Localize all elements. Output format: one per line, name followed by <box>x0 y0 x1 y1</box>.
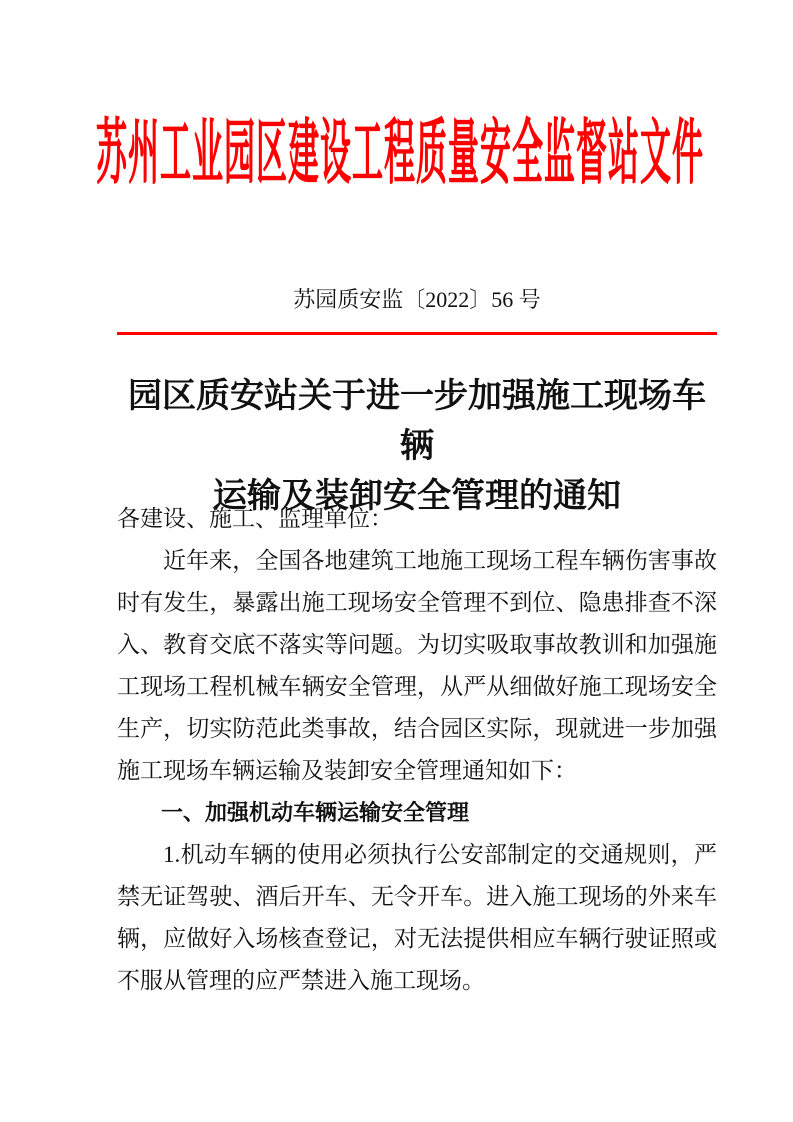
title-line-1: 园区质安站关于进一步加强施工现场车辆 <box>128 378 706 465</box>
letterhead <box>96 112 704 193</box>
body-paragraph: 各建设、施工、监理单位： <box>117 506 393 531</box>
letterhead-title: 苏州工业园区建设工程质量安全监督站文件 <box>96 112 704 193</box>
body-paragraph: 近年来，全国各地建筑工地施工现场工程车辆伤害事故时有发生，暴露出施工现场安全管理不到位、隐患排查不深入、教育交底不落实等问题。为切实吸取事故教训和加强施工现场工程机械车辆安全管理，从严从细做好施工现场安全生产，切实防范此类事故，结合园区实际，现就进一步加强施工现场车辆运输及装卸安全管理通知如下： <box>117 548 717 783</box>
body-paragraph: 1.机动车辆的使用必须执行公安部制定的交通规则，严禁无证驾驶、酒后开车、无令开车。进入施工现场的外来车辆，应做好入场核查登记，对无法提供相应车辆行驶证照或不服从管理的应严禁进入施工现场。 <box>117 842 717 993</box>
red-divider-line <box>117 332 717 335</box>
title-line-2: 运输及装卸安全管理的通知 <box>213 478 621 515</box>
body-paragraph: 一、加强机动车辆运输安全管理 <box>161 800 470 825</box>
doc-number: 苏园质安监〔2022〕56 号 <box>293 287 541 312</box>
document-body <box>117 498 717 1002</box>
